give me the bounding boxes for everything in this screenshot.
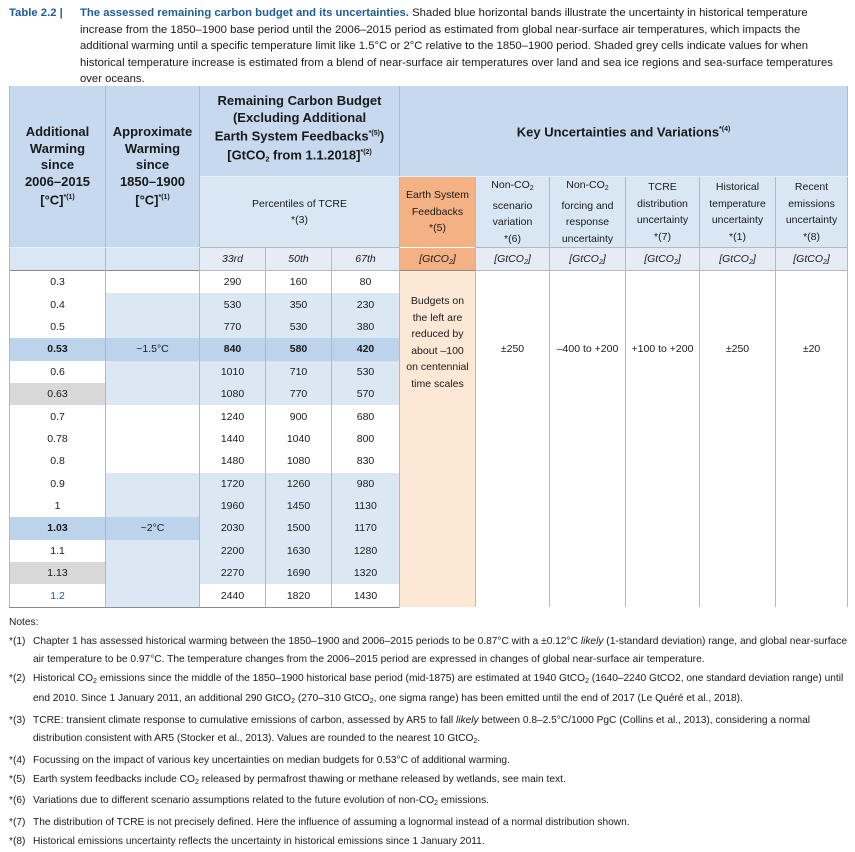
cell-p67: 570 — [332, 383, 400, 405]
header-pct-50: 50th — [266, 248, 332, 271]
cell-p33: 2270 — [200, 562, 266, 584]
cell-p67: 380 — [332, 316, 400, 338]
cell-p33: 1960 — [200, 495, 266, 517]
cell-p33: 1480 — [200, 450, 266, 472]
cell-approx — [106, 562, 200, 584]
cell-additional: 0.7 — [10, 405, 106, 427]
table-row — [10, 271, 848, 294]
cell-p67: 230 — [332, 293, 400, 315]
cell-p67: 1130 — [332, 495, 400, 517]
cell-p67: 1320 — [332, 562, 400, 584]
carbon-budget-table — [9, 86, 848, 608]
cell-p33: 770 — [200, 316, 266, 338]
cell-p33: 1080 — [200, 383, 266, 405]
cell-p50: 1690 — [266, 562, 332, 584]
cell-additional: 0.53 — [10, 338, 106, 360]
cell-p67: 980 — [332, 473, 400, 495]
table-caption — [9, 5, 847, 88]
cell-approx — [106, 383, 200, 405]
cell-additional: 0.4 — [10, 293, 106, 315]
cell-p50: 770 — [266, 383, 332, 405]
cell-approx: ~1.5°C — [106, 338, 200, 360]
cell-p33: 1440 — [200, 428, 266, 450]
cell-p67: 1280 — [332, 540, 400, 562]
cell-additional: 1 — [10, 495, 106, 517]
header-historical-temperature: Historical temperature uncertainty *(1) — [700, 177, 776, 248]
cell-p33: 290 — [200, 271, 266, 294]
note-7: *(7) The distribution of TCRE is not precisely defined. Here the influence of assuming a lognormal instead of a normal distribution shown. — [9, 817, 630, 829]
unit-esf: [GtCO$_2$] — [400, 248, 476, 271]
cell-p50: 900 — [266, 405, 332, 427]
header-row-3 — [10, 248, 848, 271]
cell-p33: 840 — [200, 338, 266, 360]
unit-tcre: [GtCO$_2$] — [626, 248, 700, 271]
cell-approx — [106, 405, 200, 427]
header-additional-warming: Additional Warming since 2006–2015 $[^\circ C]^{*(1)}$ — [10, 86, 106, 248]
cell-p50: 1630 — [266, 540, 332, 562]
cell-approx — [106, 293, 200, 315]
cell-additional: 1.03 — [10, 517, 106, 539]
cell-tcre-value: +100 to +200 — [626, 271, 700, 608]
cell-p33: 2200 — [200, 540, 266, 562]
cell-nonco2-forcing-value: –400 to +200 — [550, 271, 626, 608]
cell-p67: 830 — [332, 450, 400, 472]
cell-additional: 0.8 — [10, 450, 106, 472]
header-earth-system-feedbacks: Earth System Feedbacks *(5) — [400, 177, 476, 248]
cell-p50: 1450 — [266, 495, 332, 517]
cell-p33: 2030 — [200, 517, 266, 539]
cell-p50: 1080 — [266, 450, 332, 472]
cell-approx — [106, 450, 200, 472]
cell-p67: 1170 — [332, 517, 400, 539]
cell-p50: 1820 — [266, 584, 332, 607]
cell-p67: 530 — [332, 361, 400, 383]
cell-approx — [106, 540, 200, 562]
cell-p33: 1240 — [200, 405, 266, 427]
caption-text-block — [80, 5, 847, 88]
cell-p50: 530 — [266, 316, 332, 338]
cell-p67: 1430 — [332, 584, 400, 607]
cell-additional: 0.9 — [10, 473, 106, 495]
cell-p50: 160 — [266, 271, 332, 294]
header-percentiles-tcre: Percentiles of TCRE *(3) — [200, 177, 400, 248]
cell-p33: 1720 — [200, 473, 266, 495]
table-notes — [9, 614, 849, 852]
cell-recent-value: ±20 — [776, 271, 848, 608]
cell-p67: 80 — [332, 271, 400, 294]
table-title: The assessed remaining carbon budget and its uncertainties. — [80, 7, 409, 19]
cell-approx — [106, 316, 200, 338]
header-approximate-warming: Approximate Warming since 1850–1900 $[^\circ C]^{*(1)}$ — [106, 86, 200, 248]
header-nonco2-scenario: Non-$CO_2$ scenario variation *(6) — [476, 177, 550, 248]
unit-nonco2-forcing: [GtCO$_2$] — [550, 248, 626, 271]
cell-p50: 1500 — [266, 517, 332, 539]
cell-approx — [106, 495, 200, 517]
cell-p50: 1040 — [266, 428, 332, 450]
header-nonco2-forcing: Non-$CO_2$ forcing and response uncertainty — [550, 177, 626, 248]
cell-nonco2-scenario-value: ±250 — [476, 271, 550, 608]
header-pct-67: 67th — [332, 248, 400, 271]
header-tcre-distribution: TCRE distribution uncertainty *(7) — [626, 177, 700, 248]
cell-p50: 350 — [266, 293, 332, 315]
unit-recent: [GtCO$_2$] — [776, 248, 848, 271]
note-3: *(3) TCRE: transient climate response to cumulative emissions of carbon, assessed by AR5 to fall likely between 0.8–2.5°C/1000 PgC (Collins et al., 2013), considering a normal distribution consistent with AR5 (Stocker et al., 2013). Values are rounded to the nearest 10 GtCO$_2$. — [9, 715, 811, 745]
cell-approx — [106, 584, 200, 607]
cell-p67: 800 — [332, 428, 400, 450]
unit-hist-temp: [GtCO$_2$] — [700, 248, 776, 271]
note-5: *(5) Earth system feedbacks include $CO_2$ released by permafrost thawing or methane released by wetlands, see main text. — [9, 773, 566, 786]
cell-p50: 1260 — [266, 473, 332, 495]
note-6: *(6) Variations due to different scenario assumptions related to the future evolution of non-$CO_2$ emissions. — [9, 795, 489, 808]
cell-additional: 1.13 — [10, 562, 106, 584]
cell-p33: 1010 — [200, 361, 266, 383]
header-remaining-budget: Remaining Carbon Budget (Excluding Additional Earth System Feedbacks$^{*(5)}$) [GtCO$_2$ from 1.1.2018]$^{*(2)}$ — [200, 86, 400, 177]
cell-additional: 0.63 — [10, 383, 106, 405]
header-key-uncertainties: Key Uncertainties and Variations$^{*(4)}$ — [400, 86, 848, 177]
caption-body: Shaded blue horizontal bands illustrate the uncertainty in historical temperature increase from the 1850–1900 base period until the 2006–2015 period as estimated from global near-surface air temperatures, which impacts the additional warming until a specific temperature limit like 1.5°C or 2°C relative to the 1850–1900 period. Shaded grey cells indicate values for when historical temperature increase is estimated from a blend of near-surface air temperatures over land and sea ice regions and sea-surface temperatures over oceans. — [80, 7, 833, 86]
cell-additional: 0.3 — [10, 271, 106, 294]
cell-additional: 1.2 — [10, 584, 106, 607]
header-recent-emissions: Recent emissions uncertainty *(8) — [776, 177, 848, 248]
cell-approx — [106, 428, 200, 450]
cell-p67: 680 — [332, 405, 400, 427]
note-4: *(4) Focussing on the impact of various key uncertainties on median budgets for 0.53°C of additional warming. — [9, 754, 510, 766]
cell-approx — [106, 473, 200, 495]
cell-additional: 1.1 — [10, 540, 106, 562]
cell-hist-temp-value: ±250 — [700, 271, 776, 608]
cell-esf-note: Budgets on the left are reduced by about –100 on centennial time scales — [400, 271, 476, 608]
notes-heading: Notes: — [9, 617, 39, 628]
header-pct-33: 33rd — [200, 248, 266, 271]
cell-additional: 0.78 — [10, 428, 106, 450]
cell-p67: 420 — [332, 338, 400, 360]
cell-p50: 710 — [266, 361, 332, 383]
cell-additional: 0.6 — [10, 361, 106, 383]
note-8: *(8) Historical emissions uncertainty reflects the uncertainty in historical emissions since 1 January 2011. — [9, 835, 485, 847]
cell-approx — [106, 271, 200, 294]
cell-approx: ~2°C — [106, 517, 200, 539]
table-number: Table 2.2 | — [9, 7, 63, 19]
note-1: *(1) Chapter 1 has assessed historical warming between the 1850–1900 and 2006–2015 periods to be 0.87°C with a ±0.12°C likely (1-standard deviation) range, and global near-surface air temperature to be 0.97°C. The temperature changes from the 2006–2015 period are expressed in changes of global near-surface air temperature. — [9, 636, 847, 665]
cell-p50: 580 — [266, 338, 332, 360]
note-2: *(2) Historical $CO_2$ emissions since the middle of the 1850–1900 historical base period (mid-1875) are estimated at 1940 GtCO$_2$ (1640–2240 GtCO2, one standard deviation range) until end 2010. Since 1 January 2011, an additional 290 GtCO$_2$ (270–310 GtCO$_2$, one sigma range) has been emitted until the end of 2017 (Le Quéré et al., 2018). — [9, 672, 844, 706]
header-row-1 — [10, 86, 848, 177]
cell-approx — [106, 361, 200, 383]
cell-p33: 2440 — [200, 584, 266, 607]
unit-nonco2-scenario: [GtCO$_2$] — [476, 248, 550, 271]
cell-additional: 0.5 — [10, 316, 106, 338]
cell-p33: 530 — [200, 293, 266, 315]
